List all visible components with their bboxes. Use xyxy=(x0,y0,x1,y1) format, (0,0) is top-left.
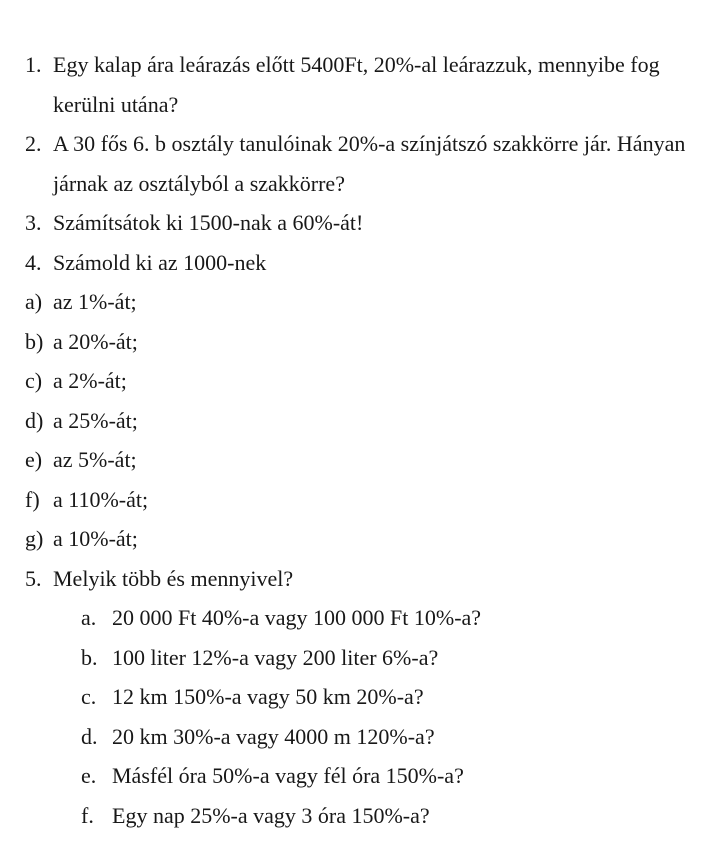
line-text: az 5%-át; xyxy=(53,447,137,472)
worksheet-line-11 xyxy=(0,440,720,480)
worksheet-line-1 xyxy=(0,45,720,85)
line-text: 100 liter 12%-a vagy 200 liter 6%-a? xyxy=(112,644,439,670)
line-text: Egy kalap ára leárazás előtt 5400Ft, 20%-al leárazzuk, mennyibe fog xyxy=(53,52,660,77)
worksheet-line-7 xyxy=(0,282,720,322)
list-marker: d) xyxy=(25,407,44,433)
list-marker: a) xyxy=(25,289,43,314)
worksheet-line-9 xyxy=(0,361,720,401)
line-text: a 2%-át; xyxy=(53,368,127,393)
worksheet-line-4 xyxy=(0,164,720,204)
worksheet-line-10 xyxy=(0,401,720,441)
list-marker: b. xyxy=(81,644,98,670)
worksheet-line-18 xyxy=(0,717,720,757)
worksheet-line-5 xyxy=(0,203,720,243)
worksheet-line-12 xyxy=(0,480,720,520)
worksheet-line-20 xyxy=(0,796,720,836)
worksheet-line-17 xyxy=(0,677,720,717)
line-text: 20 000 Ft 40%-a vagy 100 000 Ft 10%-a? xyxy=(112,605,482,630)
worksheet-line-6 xyxy=(0,243,720,283)
line-text: A 30 fős 6. b osztály tanulóinak 20%-a színjátszó szakkörre jár. Hányan xyxy=(53,131,686,156)
worksheet-line-15 xyxy=(0,598,720,638)
worksheet-line-13 xyxy=(0,519,720,559)
line-text: Másfél óra 50%-a vagy fél óra 150%-a? xyxy=(112,763,464,788)
line-text: kerülni utána? xyxy=(53,91,179,117)
list-marker: 5. xyxy=(25,565,42,591)
line-text: 20 km 30%-a vagy 4000 m 120%-a? xyxy=(112,723,435,749)
list-marker: 4. xyxy=(25,249,42,275)
line-text: 12 km 150%-a vagy 50 km 20%-a? xyxy=(112,684,424,709)
worksheet-line-16 xyxy=(0,638,720,678)
line-text: az 1%-át; xyxy=(53,289,137,314)
list-marker: c. xyxy=(81,684,97,709)
worksheet-line-2 xyxy=(0,85,720,125)
line-text: a 25%-át; xyxy=(53,407,138,433)
list-marker: 2. xyxy=(25,131,42,156)
line-text: a 10%-át; xyxy=(53,526,138,551)
line-text: Melyik több és mennyivel? xyxy=(53,565,294,591)
line-text: Egy nap 25%-a vagy 3 óra 150%-a? xyxy=(112,802,430,828)
list-marker: f) xyxy=(25,486,40,512)
line-text: Számold ki az 1000-nek xyxy=(53,249,267,275)
list-marker: 1. xyxy=(25,52,42,77)
list-marker: a. xyxy=(81,605,97,630)
line-text: Számítsátok ki 1500-nak a 60%-át! xyxy=(53,210,364,235)
worksheet-line-8 xyxy=(0,322,720,362)
line-text: járnak az osztályból a szakkörre? xyxy=(53,170,345,196)
worksheet-line-14 xyxy=(0,559,720,599)
list-marker: c) xyxy=(25,368,43,393)
list-marker: b) xyxy=(25,328,44,354)
list-marker: e. xyxy=(81,763,97,788)
worksheet-line-3 xyxy=(0,124,720,164)
list-marker: e) xyxy=(25,447,43,472)
worksheet-line-19 xyxy=(0,756,720,796)
line-text: a 110%-át; xyxy=(53,486,149,512)
list-marker: 3. xyxy=(25,210,42,235)
line-text: a 20%-át; xyxy=(53,328,138,354)
list-marker: g) xyxy=(25,526,44,551)
list-marker: f. xyxy=(81,802,94,828)
list-marker: d. xyxy=(81,723,98,749)
